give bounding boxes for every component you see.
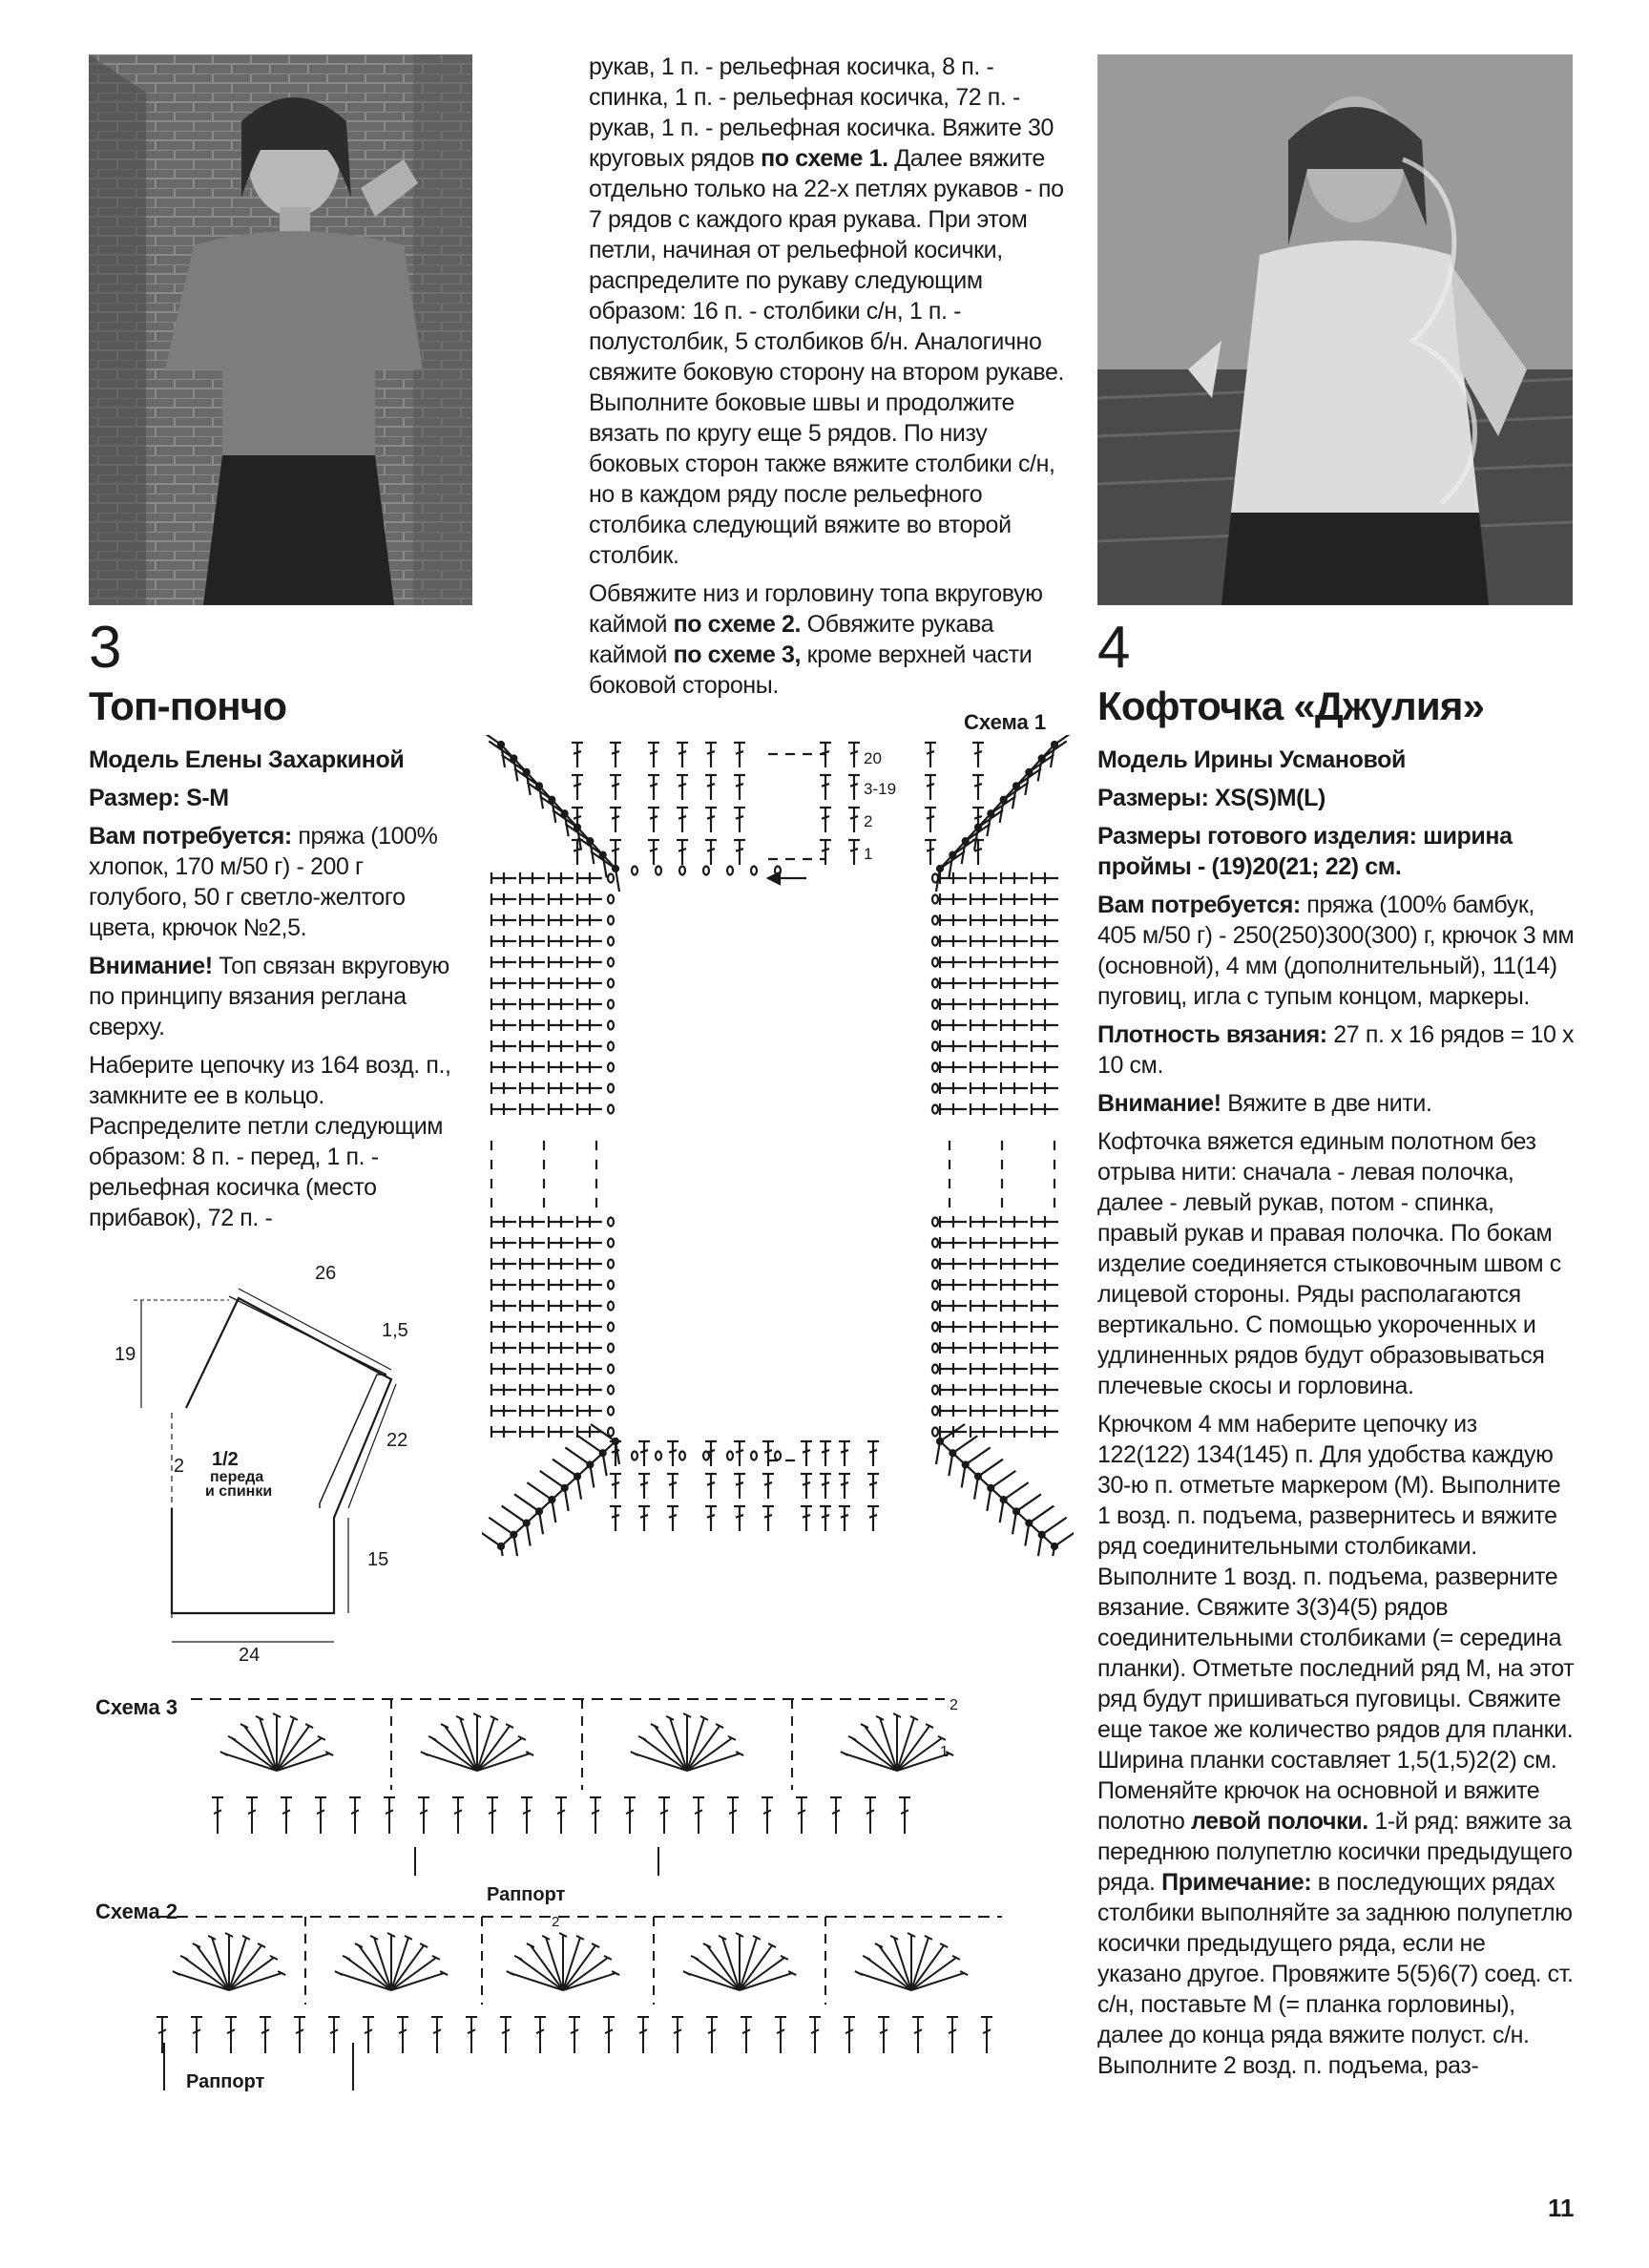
article-title: Кофточка «Джулия» <box>1097 683 1485 728</box>
construction-note: Кофточка вяжется единым полотном без отрыва нити: сначала - левая полочка, далее - левый рукав, потом - спинка, правый рукав и правая полочка. По бокам изделие соединяется стыковочным швом с лицевой стороны. Ряды располагаются вертикально. С помощью укороченных и удлиненных рядов будут образовываться плечевые скосы и горловина. <box>1097 1128 1561 1399</box>
half-text-1: переда <box>210 1469 264 1485</box>
article-number: 3 <box>89 615 122 681</box>
instructions-continued: рукав, 1 п. - рельефная косичка, 8 п. - спинка, 1 п. - рельефная косичка, 72 п. - рукав, 1 п. - рельефная косичка. Вяжите 30 круговых рядов по схеме 1. Далее вяжите отдельно только на 22-х петлях рукавов - по 7 рядов с каждого края рукава. При этом петли, начиная от рельефной косички, распределите по рукаву следующим образом: 16 п. - столбики с/н, 1 п. - полустолбик, 5 столбиков б/н. Аналогично свяжите боковую сторону на втором рукаве. Выполните боковые швы и продолжите вязать по кругу еще 5 рядов. По низу боковых сторон также вяжите столбики с/н, но в каждом ряду после рельефного столбика следующий вяжите во второй столбик. <box>589 53 1065 569</box>
scheme-2-label: Схема 2 <box>95 1900 178 1923</box>
row-label-20: 20 <box>864 749 882 767</box>
materials: Вам потребуется: пряжа (100% бамбук, 405 м/50 г) - 250(250)300(300) г, крючок 3 мм (основной), 4 мм (дополнительный), 11(14) пуговиц, игла с тупым концом, маркеры. <box>1097 892 1575 1010</box>
instructions-start: Наберите цепочку из 164 возд. п., замкните ее в кольцо. Распределите петли следующим образом: 8 п. - перед, 1 п. - рельефная косичка (место прибавок), 72 п. - <box>89 1052 451 1231</box>
s3-row-2: 2 <box>950 1697 958 1713</box>
scheme-3-label: Схема 3 <box>95 1695 178 1719</box>
rapport-label-s3: Раппорт <box>487 1884 566 1905</box>
model-credit: Модель Елены Захаркиной <box>89 746 405 773</box>
scheme-1-label: Схема 1 <box>964 710 1047 734</box>
photo-julia-blouse <box>1097 54 1573 605</box>
photo-top-poncho <box>89 54 472 605</box>
gauge: Плотность вязания: 27 п. х 16 рядов = 10 х 10 см. <box>1097 1021 1575 1079</box>
instructions: Крючком 4 мм наберите цепочку из 122(122) 134(145) п. Для удобства каждую 30-ю п. отметьте маркером (М). Выполните 1 возд. п. подъема, развернитесь и вяжите ряд соединительными столбиками. Выполните 1 возд. п. подъема, разверните вязание. Свяжите 3(3)4(5) рядов соединительными столбиками (= середина планки). Отметьте последний ряд М, на этот ряд будут пришиваться пуговицы. Свяжите еще такое же количество рядов для планки. Ширина планки составляет 1,5(1,5)2(2) см. Поменяйте крючок на основной и вяжите полотно левой полочки. 1-й ряд: вяжите за переднюю полупетлю косички предыдущего ряда. Примечание: в последующих рядах столбики выполняйте за заднюю полупетлю косички предыдущего ряда, если не указано другое. Провяжите 5(5)6(7) соед. ст. с/н, поставьте М (= планка горловины), далее до конца ряда вяжите полуст. с/н. Выполните 2 возд. п. подъема, раз- <box>1097 1411 1575 2079</box>
dim-1-5: 1,5 <box>382 1320 408 1341</box>
scheme-2-diagram <box>153 1900 1031 2100</box>
row-label-1: 1 <box>864 845 873 863</box>
dim-19: 19 <box>115 1344 136 1365</box>
row-label-3-19: 3-19 <box>864 780 897 798</box>
s2-row-2: 2 <box>552 1914 560 1930</box>
s3-row-1: 1 <box>940 1744 949 1760</box>
dim-26: 26 <box>315 1263 337 1284</box>
dim-22: 22 <box>386 1430 408 1451</box>
left-column <box>89 615 456 1241</box>
row-label-2: 2 <box>864 812 873 830</box>
dim-24: 24 <box>239 1645 261 1666</box>
scheme-1-diagram <box>482 735 1074 1556</box>
right-column <box>1097 615 1575 2089</box>
page-number: 11 <box>1548 2194 1575 2222</box>
pattern-schematic <box>105 1241 439 1680</box>
attention: Внимание! Вяжите в две нити. <box>1097 1090 1432 1117</box>
dim-15: 15 <box>367 1549 389 1570</box>
finished-sizes: Размеры готового изделия: ширина проймы - (19)20(21; 22) см. <box>1097 823 1513 880</box>
scheme-3-diagram <box>191 1685 973 1876</box>
materials: Вам потребуется: пряжа (100% хлопок, 170 м/50 г) - 200 г голубого, 50 г светло-желтого цвета, крючок №2,5. <box>89 823 438 941</box>
sizes-line: Размеры: XS(S)M(L) <box>1097 785 1325 811</box>
half-label: 1/2 <box>212 1449 239 1470</box>
middle-column <box>589 52 1066 708</box>
half-text-2: и спинки <box>205 1483 273 1500</box>
model-credit: Модель Ирины Усмановой <box>1097 746 1406 773</box>
dim-2: 2 <box>174 1456 185 1477</box>
rapport-label-s2: Раппорт <box>186 2071 265 2092</box>
article-title: Топ-пончо <box>89 683 287 728</box>
size-line: Размер: S-M <box>89 785 229 811</box>
article-number: 4 <box>1097 615 1131 681</box>
attention: Внимание! Топ связан вкруговую по принципу вязания реглана сверху. <box>89 953 449 1040</box>
instructions-edging: Обвяжите низ и горловину топа вкруговую каймой по схеме 2. Обвяжите рукава каймой по схеме 3, кроме верхней части боковой стороны. <box>589 580 1043 699</box>
